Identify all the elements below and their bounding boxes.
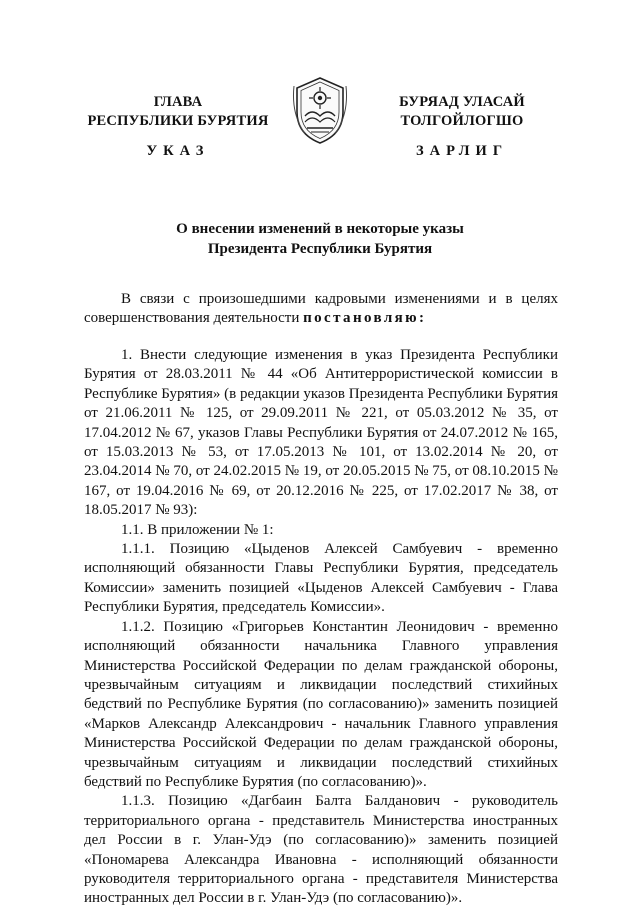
title-line2: Президента Республики Бурятия	[207, 241, 433, 257]
coat-of-arms-emblem-icon	[291, 74, 349, 146]
issuer-bua	[362, 93, 562, 131]
decree-items	[84, 346, 558, 909]
item-1-1-1: 1.1.1. Позицию «Цыденов Алексей Самбуевич - временно исполняющий обязанности Главы Республики Бурятия, председатель Комиссии» заменить позицией «Цыденов Алексей Самбуевич - Глава Республики Бурятия, председатель Комиссии».	[84, 541, 558, 616]
issuer-ru-line1: ГЛАВА	[153, 94, 203, 110]
decision-word: постановляю:	[303, 310, 427, 327]
document-title	[80, 219, 560, 259]
title-line1: О внесении изменений в некоторые указы	[176, 221, 464, 237]
item-1-1-2: 1.1.2. Позицию «Григорьев Константин Леонидович - временно исполняющий обязанности начальника Главного управления Министерства Российской Федерации по делам гражданской обороны, чрезвычайным ситуациям и ликвидации последствий стихийных бедствий по Республике Бурятия (по согласованию)» заменить позицией «Марков Александр Александрович - начальник Главного управления Министерства Российской Федерации по делам гражданской обороны, чрезвычайным ситуациям и ликвидации последствий стихийных бедствий по Республике Бурятия (по согласованию)».	[84, 618, 558, 790]
preamble-paragraph	[84, 290, 558, 329]
item-1-1-3: 1.1.3. Позицию «Дагбаин Балта Балданович - руководитель территориального органа - представитель Министерства иностранных дел России в г. Улан-Удэ (по согласованию)» заменить позицией «Пономарева Александра Ивановна - исполняющий обязанности руководителя территориального органа - представителя Министерства иностранных дел России в г. Улан-Удэ (по согласованию)».	[84, 793, 558, 907]
decree-type-bua: ЗАРЛИГ	[415, 143, 509, 159]
issuer-ru	[78, 93, 278, 131]
issuer-bua-line1: БУРЯАД УЛАСАЙ	[399, 94, 525, 110]
preamble-text: В связи с произошедшими кадровыми изменениями и в целях совершенствования деятельности	[84, 291, 558, 327]
item-1: 1. Внести следующие изменения в указ Президента Республики Бурятия от 28.03.2011 № 44 «Об Антитеррористической комиссии в Республике Бурятия» (в редакции указов Президента Республики Бурятия от 21.06.2011 № 125, от 29.09.2011 № 221, от 05.03.2012 № 35, от 17.04.2012 № 67, указов Главы Республики Бурятия от 24.07.2012 № 165, от 15.03.2013 № 53, от 17.05.2013 № 101, от 13.02.2014 № 20, от 23.04.2014 № 70, от 24.02.2015 № 19, от 20.05.2015 № 75, от 08.10.2015 № 167, от 19.04.2016 № 69, от 20.12.2016 № 225, от 17.02.2017 № 38, от 18.05.2017 № 93):	[84, 347, 558, 519]
issuer-ru-line2: РЕСПУБЛИКИ БУРЯТИЯ	[87, 113, 269, 129]
preamble	[84, 290, 558, 329]
item-1-1: 1.1. В приложении № 1:	[121, 521, 274, 538]
decree-type-ru: УКАЗ	[146, 143, 210, 159]
issuer-bua-line2: ТОЛГОЙЛОГШО	[400, 113, 524, 129]
